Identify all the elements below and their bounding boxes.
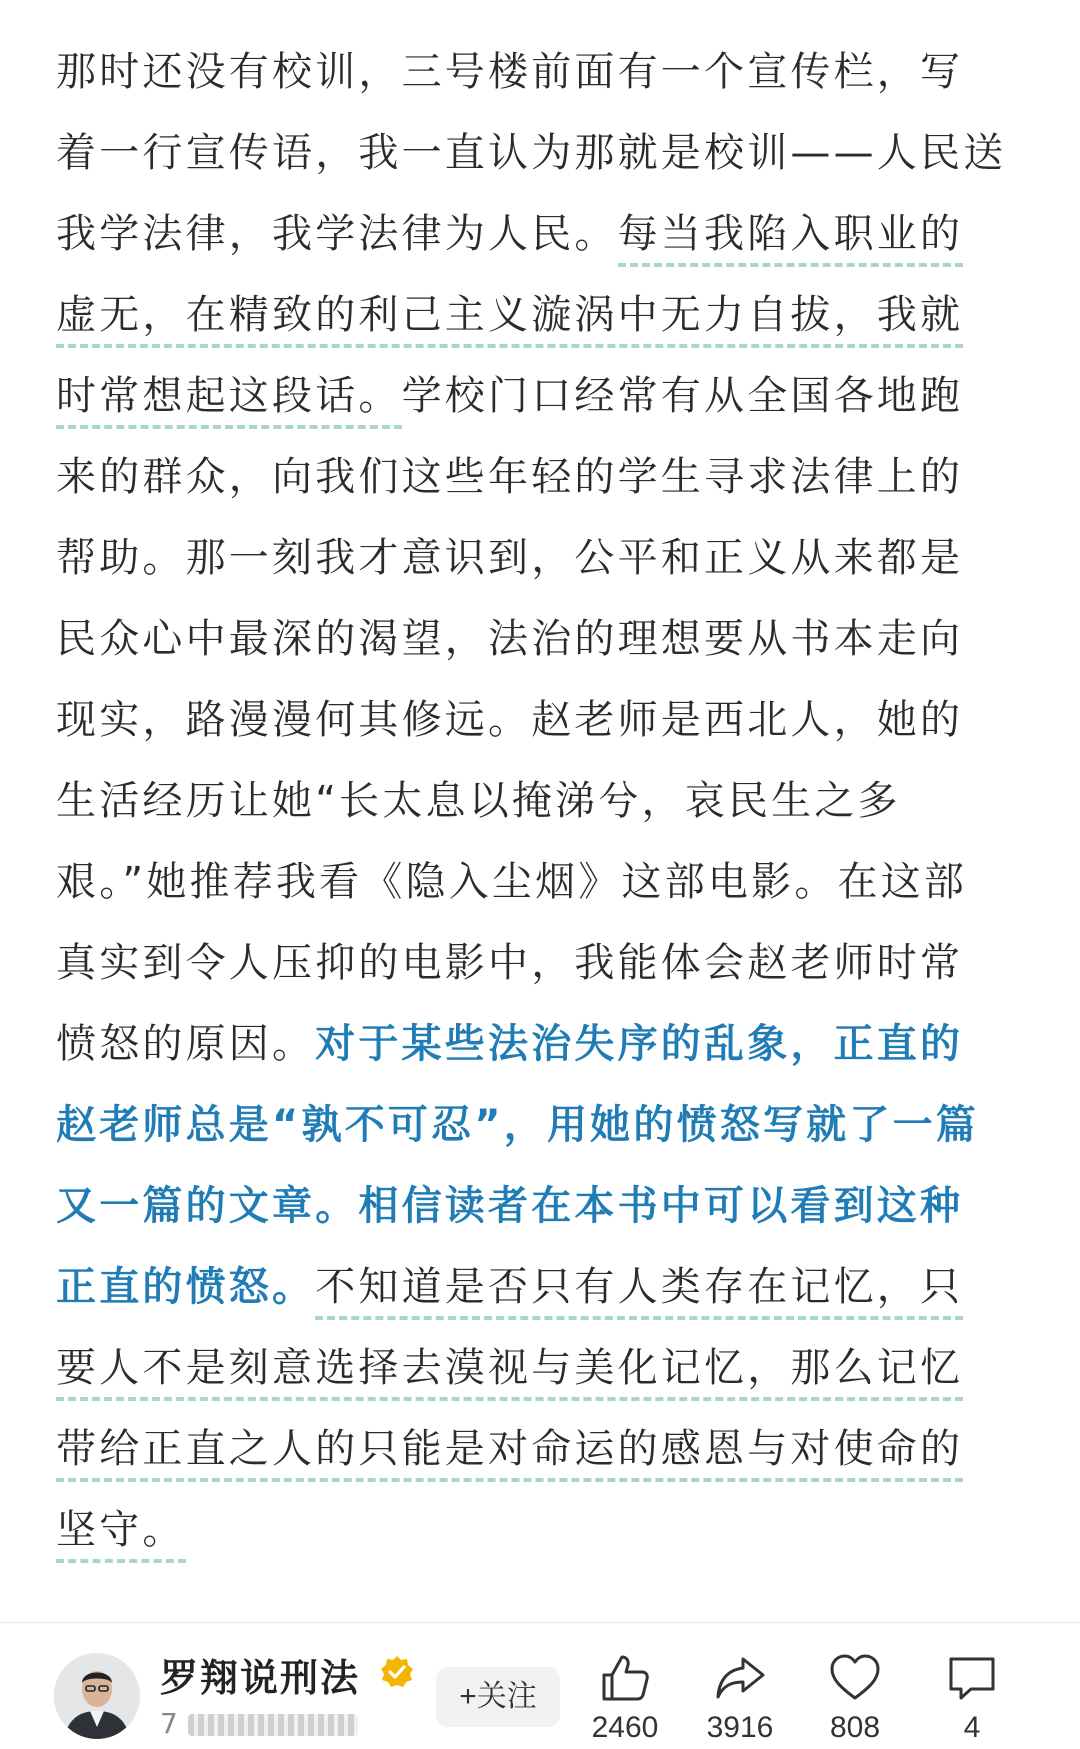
text-line (56, 356, 1026, 437)
thumbs-up-icon (598, 1651, 652, 1705)
text-line (56, 32, 1026, 113)
text-run: 生活经历让她“长太息以掩涕兮，哀民生之多 (56, 778, 901, 824)
bold-highlight-text: 对于某些法治失序的乱象，正直的 (315, 1021, 964, 1067)
text-line (56, 275, 1026, 356)
like-button[interactable] (575, 1651, 675, 1745)
verified-badge-icon (380, 1655, 414, 1689)
underlined-text[interactable]: 坚守。 (56, 1507, 186, 1563)
text-run: 那时还没有校训，三号楼前面有一个宣传栏，写 (56, 49, 964, 95)
text-run: 现实，路漫漫何其修远。赵老师是西北人，她的 (56, 697, 964, 743)
bottom-action-bar (0, 1623, 1080, 1749)
text-line (56, 518, 1026, 599)
blurred-text (188, 1714, 358, 1736)
avatar-portrait-icon (54, 1653, 140, 1739)
text-line (56, 842, 1026, 923)
follow-button[interactable]: +关注 (436, 1667, 560, 1727)
like-count: 2460 (591, 1711, 659, 1744)
text-run: 艰。”她推荐我看《隐入尘烟》这部电影。在这部 (56, 859, 968, 905)
subline-text: 7 (160, 1707, 178, 1740)
text-line (56, 1409, 1026, 1490)
text-run: 民众心中最深的渴望，法治的理想要从书本走向 (56, 616, 964, 662)
text-line (56, 1004, 1026, 1085)
text-line (56, 1490, 1026, 1571)
favorite-button[interactable] (805, 1651, 905, 1745)
text-line (56, 1328, 1026, 1409)
text-run: 着一行宣传语，我一直认为那就是校训——人民送 (56, 130, 1007, 176)
text-run: 真实到令人压抑的电影中，我能体会赵老师时常 (56, 940, 964, 986)
comment-count: 4 (963, 1711, 981, 1744)
article-paragraph (56, 32, 1026, 1571)
share-arrow-icon (713, 1651, 767, 1705)
underlined-text[interactable]: 时常想起这段话。 (56, 373, 402, 429)
author-subline (160, 1707, 358, 1740)
underlined-text[interactable]: 不知道是否只有人类存在记忆，只 (315, 1264, 963, 1320)
text-line (56, 599, 1026, 680)
underlined-text[interactable]: 要人不是刻意选择去漠视与美化记忆，那么记忆 (56, 1345, 963, 1401)
heart-icon (828, 1651, 882, 1705)
text-run: 我学法律，我学法律为人民。 (56, 211, 618, 257)
share-button[interactable] (690, 1651, 790, 1745)
text-line (56, 1247, 1026, 1328)
text-line (56, 194, 1026, 275)
text-run: 来的群众，向我们这些年轻的学生寻求法律上的 (56, 454, 964, 500)
underlined-text[interactable]: 每当我陷入职业的 (618, 211, 964, 267)
text-line (56, 923, 1026, 1004)
share-count: 3916 (706, 1711, 774, 1744)
text-line (56, 1166, 1026, 1247)
comment-button[interactable] (922, 1651, 1022, 1745)
underlined-text[interactable]: 带给正直之人的只能是对命运的感恩与对使命的 (56, 1426, 963, 1482)
bold-highlight-text: 赵老师总是“孰不可忍”，用她的愤怒写就了一篇 (56, 1102, 979, 1148)
text-line (56, 113, 1026, 194)
text-line (56, 437, 1026, 518)
bold-highlight-text: 正直的愤怒。 (56, 1264, 316, 1310)
text-run: 学校门口经常有从全国各地跑 (401, 373, 964, 419)
avatar[interactable] (54, 1653, 140, 1739)
underlined-text[interactable]: 虚无，在精致的利己主义漩涡中无力自拔，我就 (56, 292, 963, 348)
text-run: 愤怒的原因。 (56, 1021, 316, 1067)
text-line (56, 680, 1026, 761)
bold-highlight-text: 又一篇的文章。相信读者在本书中可以看到这种 (56, 1183, 964, 1229)
comment-bubble-icon (945, 1651, 999, 1705)
text-line (56, 761, 1026, 842)
author-name[interactable]: 罗翔说刑法 (160, 1656, 361, 1700)
text-run: 帮助。那一刻我才意识到，公平和正义从来都是 (56, 535, 964, 581)
text-line (56, 1085, 1026, 1166)
favorite-count: 808 (829, 1711, 881, 1744)
